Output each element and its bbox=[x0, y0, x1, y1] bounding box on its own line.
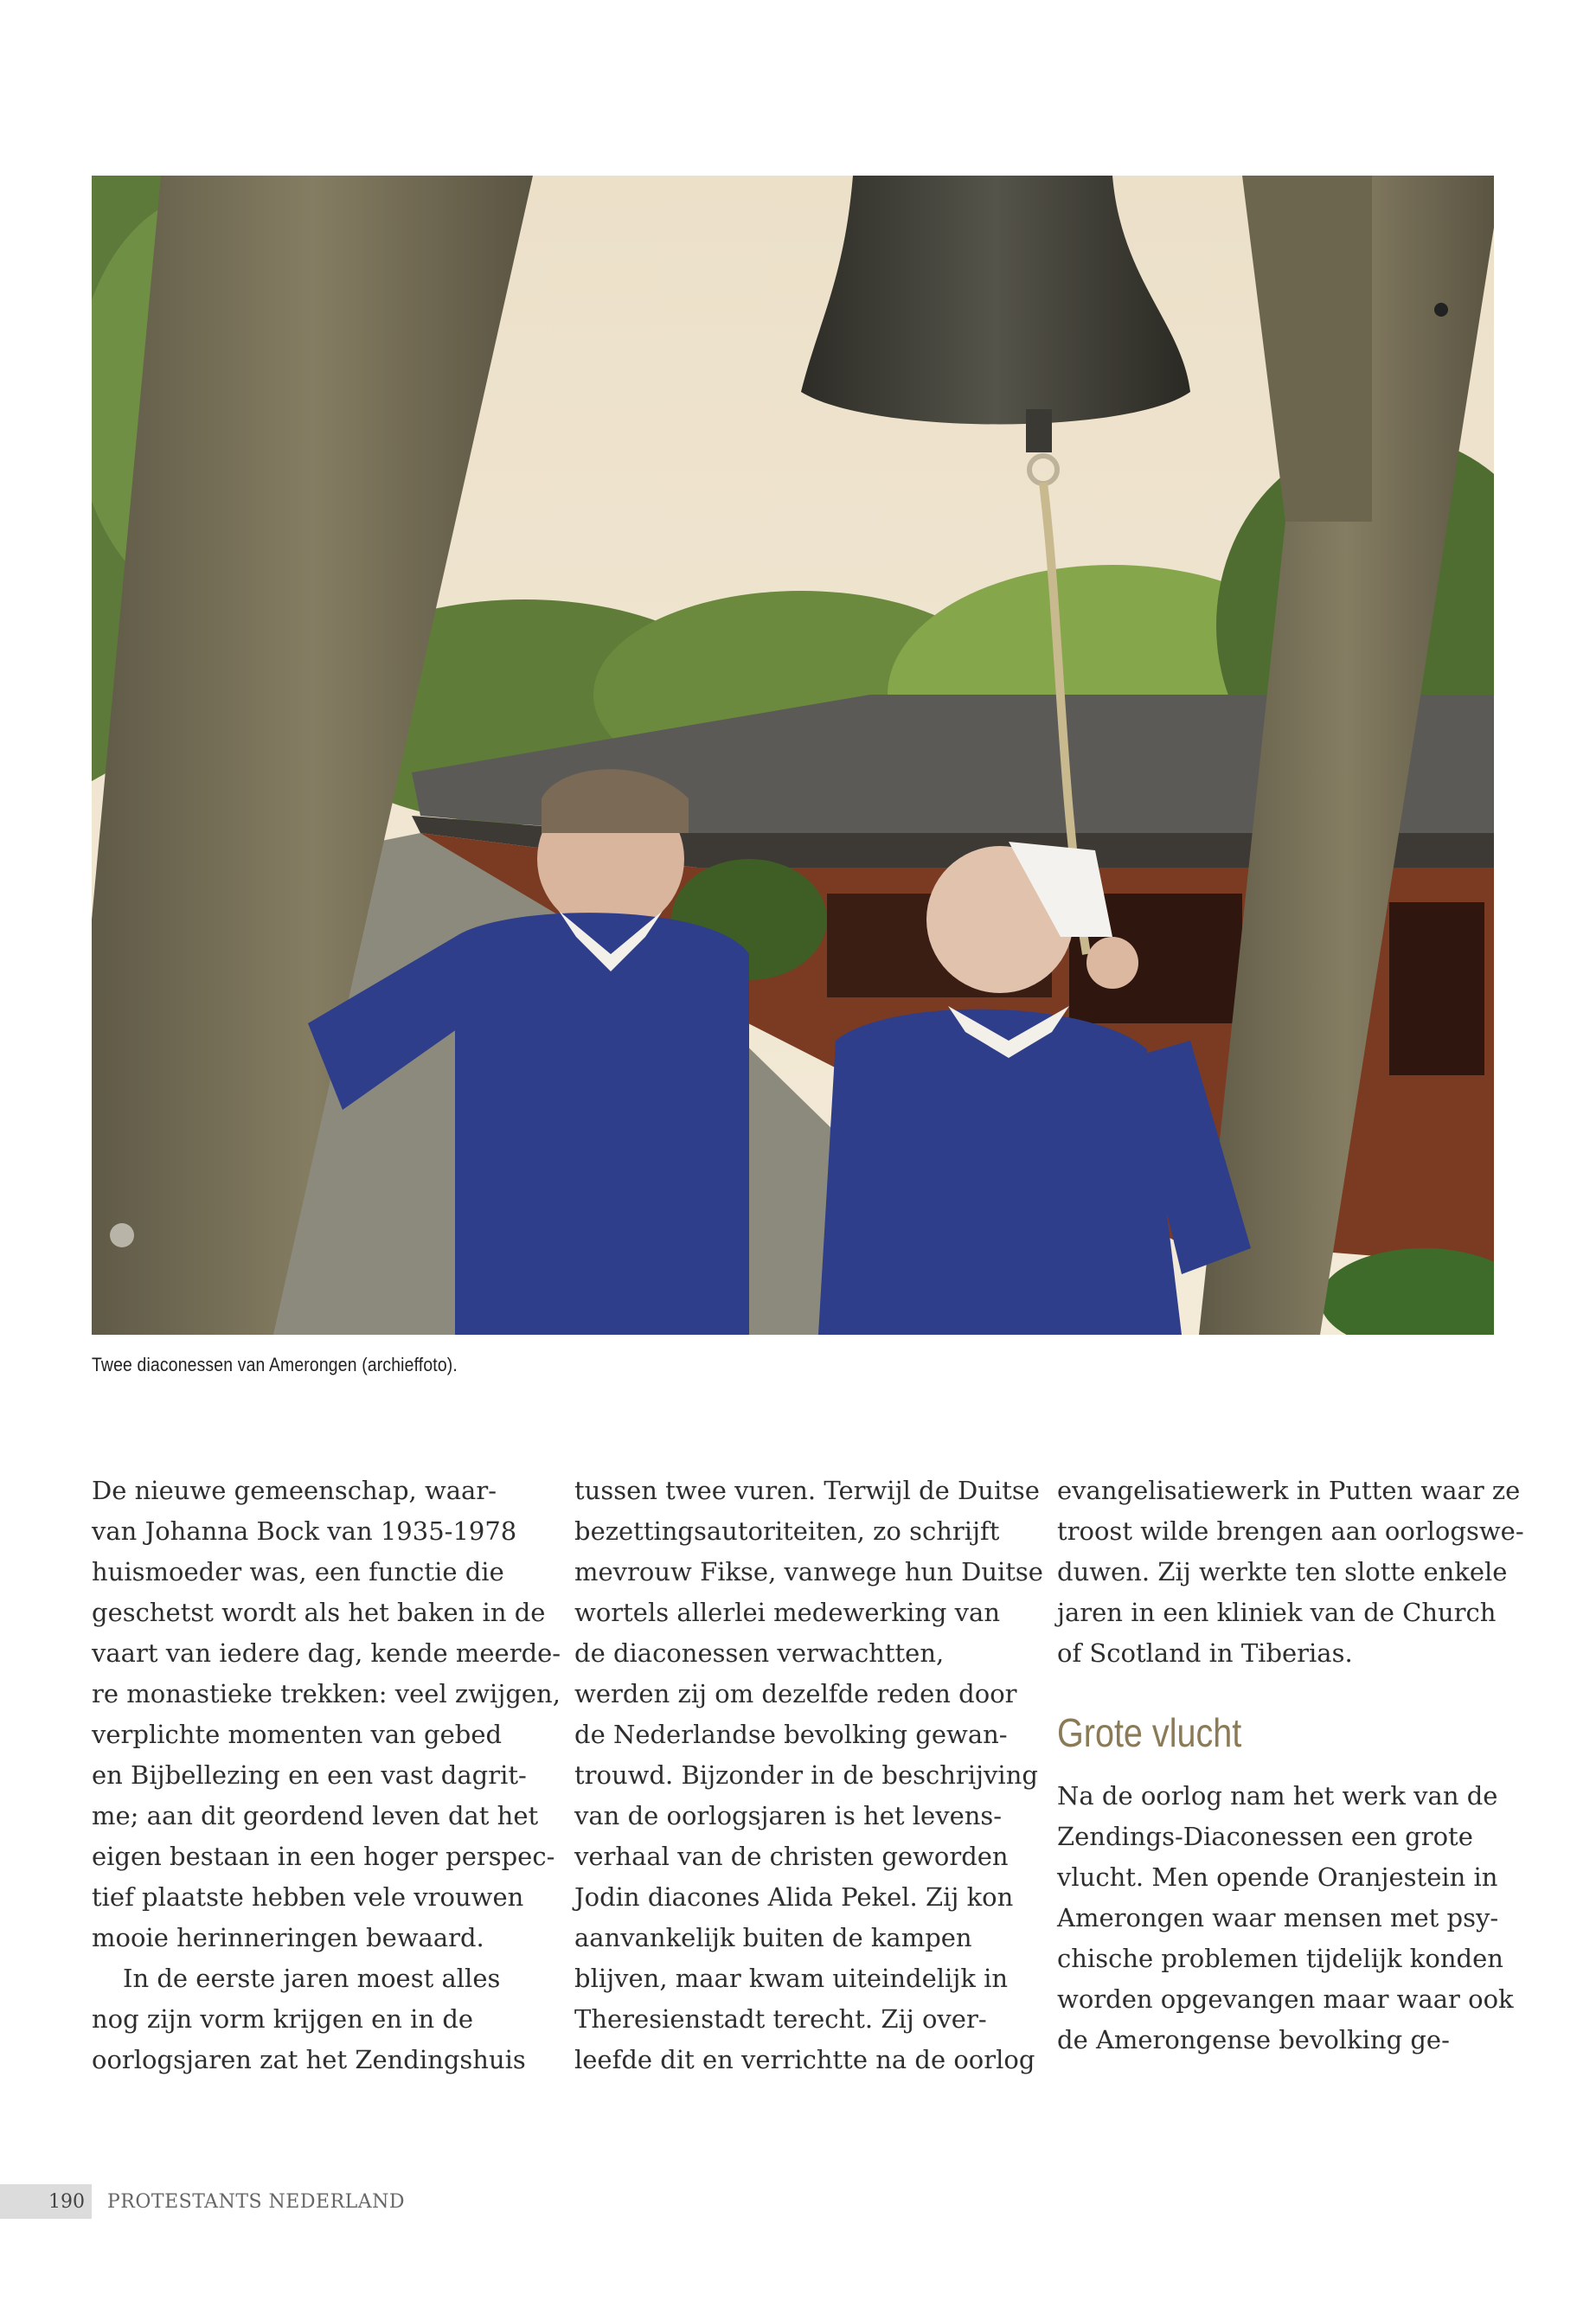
archive-photo bbox=[92, 176, 1494, 1335]
text-line: worden opgevangen maar waar ook bbox=[1057, 1984, 1514, 2014]
text-line: verhaal van de christen geworden bbox=[574, 1842, 1009, 1871]
page-footer bbox=[0, 2184, 606, 2219]
text-line: jaren in een kliniek van de Church bbox=[1057, 1598, 1497, 1627]
text-line: vaart van iedere dag, kende meerde- bbox=[92, 1638, 561, 1668]
text-line: leefde dit en verrichtte na de oorlog bbox=[574, 2045, 1035, 2074]
running-title: PROTESTANTS NEDERLAND bbox=[107, 2191, 406, 2213]
text-line: mevrouw Fikse, vanwege hun Duitse bbox=[574, 1557, 1043, 1586]
text-line: de Nederlandse bevolking gewan- bbox=[574, 1720, 1008, 1749]
text-line: mooie herinneringen bewaard. bbox=[92, 1923, 484, 1952]
paragraph bbox=[92, 1958, 542, 2080]
text-line: tief plaatste hebben vele vrouwen bbox=[92, 1882, 524, 1912]
paragraph bbox=[92, 1471, 561, 1958]
text-line: evangelisatiewerk in Putten waar ze bbox=[1057, 1476, 1521, 1505]
text-line: geschetst wordt als het baken in de bbox=[92, 1598, 546, 1627]
text-line: chische problemen tijdelijk konden bbox=[1057, 1944, 1503, 1973]
text-line: Na de oorlog nam het werk van de bbox=[1057, 1781, 1498, 1811]
text-line: de diaconessen verwachtten, bbox=[574, 1638, 945, 1668]
text-line: Jodin diacones Alida Pekel. Zij kon bbox=[574, 1882, 1014, 1912]
section-heading: Grote vlucht bbox=[1057, 1710, 1242, 1755]
text-line: blijven, maar kwam uiteindelijk in bbox=[574, 1964, 1009, 1993]
text-line: van de oorlogsjaren is het levens- bbox=[574, 1801, 1003, 1830]
page-number-box bbox=[0, 2184, 92, 2219]
text-line: tussen twee vuren. Terwijl de Duitse bbox=[574, 1476, 1040, 1505]
paragraph bbox=[1057, 1776, 1514, 2061]
text-column-1 bbox=[92, 1471, 561, 2080]
text-line: aanvankelijk buiten de kampen bbox=[574, 1923, 972, 1952]
text-column-2 bbox=[574, 1471, 1043, 2080]
text-line: Zendings-Diaconessen een grote bbox=[1057, 1822, 1473, 1851]
text-line: duwen. Zij werkte ten slotte enkele bbox=[1057, 1557, 1508, 1586]
text-line: re monastieke trekken: veel zwijgen, bbox=[92, 1679, 561, 1708]
text-line: In de eerste jaren moest alles bbox=[123, 1964, 501, 1993]
text-line: van Johanna Bock van 1935-1978 bbox=[92, 1516, 517, 1546]
text-line: of Scotland in Tiberias. bbox=[1057, 1638, 1353, 1668]
text-line: nog zijn vorm krijgen en in de bbox=[92, 2004, 474, 2034]
paragraph bbox=[574, 1471, 1043, 2080]
text-line: oorlogsjaren zat het Zendingshuis bbox=[92, 2045, 526, 2074]
text-line: en Bijbellezing en een vast dagrit- bbox=[92, 1760, 527, 1790]
text-line: huismoeder was, een functie die bbox=[92, 1557, 504, 1586]
page-number: 190 bbox=[48, 2191, 85, 2213]
text-line: trouwd. Bijzonder in de beschrijving bbox=[574, 1760, 1038, 1790]
text-line: wortels allerlei medewerking van bbox=[574, 1598, 1001, 1627]
text-line: werden zij om dezelfde reden door bbox=[574, 1679, 1017, 1708]
photo-illustration bbox=[92, 176, 1494, 1335]
text-line: me; aan dit geordend leven dat het bbox=[92, 1801, 539, 1830]
text-column-3 bbox=[1057, 1471, 1524, 2061]
text-line: vlucht. Men opende Oranjestein in bbox=[1057, 1862, 1498, 1892]
text-line: Amerongen waar mensen met psy- bbox=[1057, 1903, 1499, 1932]
text-line: troost wilde brengen aan oorlogswe- bbox=[1057, 1516, 1524, 1546]
text-line: bezettingsautoriteiten, zo schrijft bbox=[574, 1516, 1000, 1546]
text-line: De nieuwe gemeenschap, waar- bbox=[92, 1476, 497, 1505]
text-line: de Amerongense bevolking ge- bbox=[1057, 2025, 1450, 2054]
paragraph bbox=[1057, 1471, 1524, 1674]
text-line: Theresienstadt terecht. Zij over- bbox=[574, 2004, 987, 2034]
text-line: eigen bestaan in een hoger perspec- bbox=[92, 1842, 555, 1871]
text-line: verplichte momenten van gebed bbox=[92, 1720, 503, 1749]
photo-caption: Twee diaconessen van Amerongen (archieffoto). bbox=[92, 1354, 458, 1375]
